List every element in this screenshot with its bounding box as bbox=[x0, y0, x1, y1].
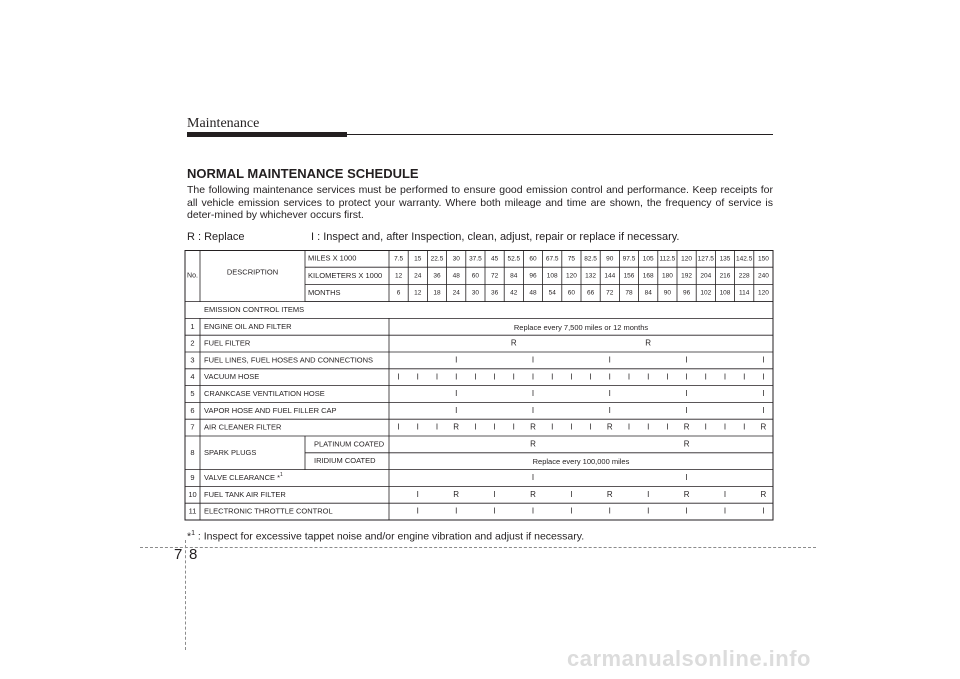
service-mark: I bbox=[704, 372, 707, 382]
legend-inspect: I : Inspect and, after Inspection, clean, adjust, repair or replace if necessary. bbox=[311, 231, 680, 243]
interval-value: 72 bbox=[490, 272, 499, 280]
service-mark: R bbox=[530, 422, 536, 432]
service-mark: I bbox=[397, 372, 400, 382]
item-description: FUEL LINES, FUEL HOSES AND CONNECTIONS bbox=[204, 355, 374, 365]
service-mark: R bbox=[760, 489, 767, 499]
service-mark: I bbox=[455, 372, 458, 382]
service-mark: I bbox=[435, 422, 439, 432]
service-mark: I bbox=[762, 355, 765, 365]
interval-row-label: KILOMETERS X 1000 bbox=[308, 270, 383, 280]
interval-value: 67.5 bbox=[545, 255, 559, 263]
interval-value: 216 bbox=[719, 272, 731, 280]
item-number: 3 bbox=[190, 355, 195, 365]
service-mark: I bbox=[493, 372, 496, 382]
service-mark: I bbox=[531, 372, 535, 382]
subrow-description: IRIDIUM COATED bbox=[314, 456, 376, 466]
subrow-description: PLATINUM COATED bbox=[314, 439, 385, 449]
interval-value: 18 bbox=[433, 289, 441, 297]
watermark-text: carmanualsonline.info bbox=[567, 646, 811, 671]
item-number: 8 bbox=[190, 447, 195, 457]
service-mark: I bbox=[416, 506, 419, 516]
section-title: NORMAL MAINTENANCE SCHEDULE bbox=[187, 166, 419, 181]
interval-value: 37.5 bbox=[469, 255, 482, 263]
interval-value: 30 bbox=[452, 255, 460, 263]
interval-value: 135 bbox=[719, 255, 731, 263]
service-mark: I bbox=[743, 372, 746, 382]
interval-value: 48 bbox=[529, 289, 537, 297]
interval-value: 120 bbox=[757, 289, 769, 297]
interval-value: 97.5 bbox=[622, 255, 636, 263]
interval-value: 228 bbox=[738, 272, 750, 280]
service-mark: I bbox=[627, 422, 631, 432]
service-mark: I bbox=[455, 389, 458, 399]
service-mark: I bbox=[435, 372, 439, 382]
service-mark: I bbox=[647, 372, 650, 382]
interval-value: 66 bbox=[586, 289, 595, 297]
interval-value: 150 bbox=[757, 255, 769, 263]
service-mark: I bbox=[762, 506, 765, 516]
item-description: ENGINE OIL AND FILTER bbox=[204, 321, 292, 331]
chapter-number: 7 bbox=[174, 546, 183, 563]
interval-value: 36 bbox=[433, 272, 441, 280]
service-mark: I bbox=[551, 422, 554, 432]
service-mark: R bbox=[530, 439, 536, 449]
item-description: SPARK PLUGS bbox=[204, 447, 257, 457]
interval-value: 52.5 bbox=[507, 255, 521, 263]
service-mark: I bbox=[608, 405, 611, 415]
interval-value: 6 bbox=[396, 289, 401, 297]
maintenance-schedule-grid bbox=[184, 250, 774, 522]
page-number: 8 bbox=[189, 546, 198, 563]
service-mark: I bbox=[455, 405, 458, 415]
service-mark: I bbox=[589, 372, 592, 382]
service-mark: I bbox=[666, 422, 669, 432]
item-number: 5 bbox=[190, 388, 195, 398]
interval-value: 144 bbox=[604, 272, 616, 280]
interval-value: 142.5 bbox=[736, 255, 753, 263]
interval-value: 60 bbox=[567, 289, 576, 297]
service-mark: I bbox=[455, 355, 458, 365]
interval-value: 240 bbox=[757, 272, 769, 280]
service-mark: I bbox=[723, 489, 727, 499]
service-mark: I bbox=[647, 506, 650, 516]
intro-paragraph: The following maintenance services must be performed to ensure good emission control and performance. Keep receipts for all vehicle emission services to protect your warranty. Where both mileage and time are shown, the frequency of service is deter-mined by whichever occurs first. bbox=[187, 184, 773, 221]
interval-value: 96 bbox=[682, 289, 691, 297]
service-mark: I bbox=[608, 506, 611, 516]
service-mark: I bbox=[531, 506, 535, 516]
interval-value: 105 bbox=[642, 255, 654, 263]
interval-value: 7.5 bbox=[394, 255, 404, 263]
service-mark: I bbox=[493, 422, 496, 432]
interval-value: 90 bbox=[663, 289, 672, 297]
service-mark: R bbox=[453, 489, 460, 499]
service-mark: I bbox=[493, 489, 496, 499]
header-no-label: No. bbox=[187, 272, 198, 280]
service-mark: I bbox=[397, 422, 400, 432]
header-bar bbox=[187, 132, 347, 137]
interval-value: 132 bbox=[585, 272, 597, 280]
service-mark: R bbox=[683, 489, 690, 499]
header-rule bbox=[347, 134, 773, 135]
service-mark: R bbox=[683, 422, 690, 432]
service-mark: I bbox=[531, 473, 535, 483]
service-mark: I bbox=[647, 489, 650, 499]
service-mark: I bbox=[685, 372, 688, 382]
service-mark: I bbox=[685, 473, 688, 483]
footnote-text: : Inspect for excessive tappet noise and/or engine vibration and adjust if necessary. bbox=[195, 530, 585, 543]
item-number: 9 bbox=[190, 472, 195, 482]
interval-value: 120 bbox=[565, 272, 577, 280]
service-mark: I bbox=[685, 355, 688, 365]
interval-value: 78 bbox=[625, 289, 633, 297]
service-mark: I bbox=[762, 389, 765, 399]
service-mark: I bbox=[551, 372, 554, 382]
service-mark: I bbox=[531, 405, 535, 415]
service-mark: I bbox=[416, 372, 419, 382]
item-description: ELECTRONIC THROTTLE CONTROL bbox=[204, 506, 333, 516]
service-mark: R bbox=[645, 338, 652, 348]
interval-value: 12 bbox=[394, 272, 403, 280]
service-mark: I bbox=[723, 506, 727, 516]
service-mark: R bbox=[606, 489, 613, 499]
page-divider-horizontal bbox=[140, 547, 816, 548]
header-description-label: DESCRIPTION bbox=[226, 267, 279, 277]
item-description: VAPOR HOSE AND FUEL FILLER CAP bbox=[204, 405, 337, 415]
interval-value: 60 bbox=[529, 255, 537, 263]
item-description: FUEL TANK AIR FILTER bbox=[204, 489, 286, 499]
service-mark: I bbox=[723, 422, 727, 432]
service-mark: I bbox=[723, 372, 727, 382]
interval-value: 108 bbox=[546, 272, 558, 280]
service-mark: I bbox=[474, 422, 477, 432]
service-mark: R bbox=[510, 338, 517, 348]
footnote bbox=[187, 530, 584, 543]
legend-replace: R : Replace bbox=[187, 231, 245, 243]
interval-value: 12 bbox=[414, 289, 422, 297]
interval-value: 96 bbox=[529, 272, 537, 280]
service-mark: I bbox=[474, 372, 477, 382]
interval-value: 168 bbox=[642, 272, 654, 280]
service-mark: I bbox=[666, 372, 669, 382]
footnote-marker: * bbox=[187, 530, 192, 543]
service-mark: I bbox=[704, 422, 707, 432]
service-mark: R bbox=[683, 439, 690, 449]
interval-value: 108 bbox=[719, 289, 731, 297]
service-mark: R bbox=[530, 489, 536, 499]
service-mark: I bbox=[493, 506, 496, 516]
interval-value: 82.5 bbox=[584, 255, 597, 263]
service-mark: I bbox=[531, 389, 535, 399]
header-title: Maintenance bbox=[187, 116, 260, 131]
interval-value: 112.5 bbox=[659, 255, 676, 263]
item-number: 6 bbox=[190, 405, 195, 415]
service-mark: I bbox=[512, 422, 515, 432]
interval-value: 24 bbox=[452, 289, 460, 297]
interval-row-label: MILES X 1000 bbox=[308, 253, 357, 263]
item-number: 4 bbox=[190, 372, 195, 382]
interval-value: 15 bbox=[414, 255, 422, 263]
interval-value: 48 bbox=[452, 272, 460, 280]
interval-value: 180 bbox=[661, 272, 673, 280]
interval-value: 90 bbox=[606, 255, 614, 263]
interval-value: 84 bbox=[510, 272, 518, 280]
service-mark: R bbox=[606, 422, 613, 432]
service-mark: I bbox=[416, 422, 419, 432]
service-mark: I bbox=[608, 355, 611, 365]
interval-value: 192 bbox=[681, 272, 693, 280]
interval-value: 84 bbox=[644, 289, 652, 297]
service-mark: I bbox=[589, 422, 592, 432]
page-divider-vertical bbox=[185, 540, 186, 650]
item-number: 7 bbox=[190, 422, 195, 432]
interval-value: 120 bbox=[681, 255, 693, 263]
interval-value: 75 bbox=[567, 255, 576, 263]
service-mark: I bbox=[455, 506, 458, 516]
item-description: FUEL FILTER bbox=[204, 338, 251, 348]
service-mark: I bbox=[608, 372, 611, 382]
item-number: 11 bbox=[188, 506, 197, 516]
item-description: CRANKCASE VENTILATION HOSE bbox=[204, 388, 325, 398]
service-mark: I bbox=[647, 422, 650, 432]
interval-row-label: MONTHS bbox=[308, 287, 341, 297]
service-mark: I bbox=[762, 405, 765, 415]
item-description: AIR CLEANER FILTER bbox=[204, 422, 282, 432]
item-number: 10 bbox=[188, 489, 197, 499]
item-number: 1 bbox=[190, 321, 195, 331]
item-description-sup: 1 bbox=[280, 472, 283, 479]
service-mark: I bbox=[531, 355, 535, 365]
maintenance-schedule-table bbox=[184, 250, 774, 522]
item-number: 2 bbox=[190, 338, 195, 348]
interval-value: 45 bbox=[490, 255, 499, 263]
service-mark: I bbox=[416, 489, 419, 499]
interval-value: 204 bbox=[700, 272, 712, 280]
interval-value: 54 bbox=[548, 289, 556, 297]
interval-value: 156 bbox=[623, 272, 635, 280]
item-description: VACUUM HOSE bbox=[204, 372, 260, 382]
service-mark: I bbox=[570, 489, 573, 499]
service-mark: I bbox=[512, 372, 515, 382]
interval-value: 102 bbox=[700, 289, 712, 297]
service-mark: I bbox=[570, 422, 573, 432]
service-mark: R bbox=[453, 422, 460, 432]
service-mark: I bbox=[570, 372, 573, 382]
interval-value: 60 bbox=[471, 272, 480, 280]
service-mark: R bbox=[760, 422, 767, 432]
service-mark: I bbox=[685, 405, 688, 415]
service-mark: I bbox=[685, 389, 688, 399]
group-heading: EMISSION CONTROL ITEMS bbox=[204, 304, 305, 314]
service-mark: I bbox=[762, 372, 765, 382]
service-mark: I bbox=[685, 506, 688, 516]
interval-value: 24 bbox=[414, 272, 422, 280]
interval-value: 114 bbox=[739, 289, 750, 297]
subrow-note: Replace every 100,000 miles bbox=[532, 457, 630, 467]
footnote-sup: 1 bbox=[191, 530, 195, 537]
item-description: VALVE CLEARANCE *$^1$ bbox=[204, 472, 283, 482]
interval-value: 42 bbox=[510, 289, 518, 297]
service-mark: I bbox=[627, 372, 631, 382]
interval-value: 127.5 bbox=[697, 255, 714, 263]
service-mark: I bbox=[743, 422, 746, 432]
interval-value: 22.5 bbox=[430, 255, 444, 263]
interval-value: 72 bbox=[606, 289, 614, 297]
service-mark: I bbox=[608, 389, 611, 399]
interval-value: 36 bbox=[490, 289, 499, 297]
service-mark: I bbox=[570, 506, 573, 516]
item-note: Replace every 7,500 miles or 12 months bbox=[513, 322, 649, 332]
interval-value: 30 bbox=[471, 289, 480, 297]
